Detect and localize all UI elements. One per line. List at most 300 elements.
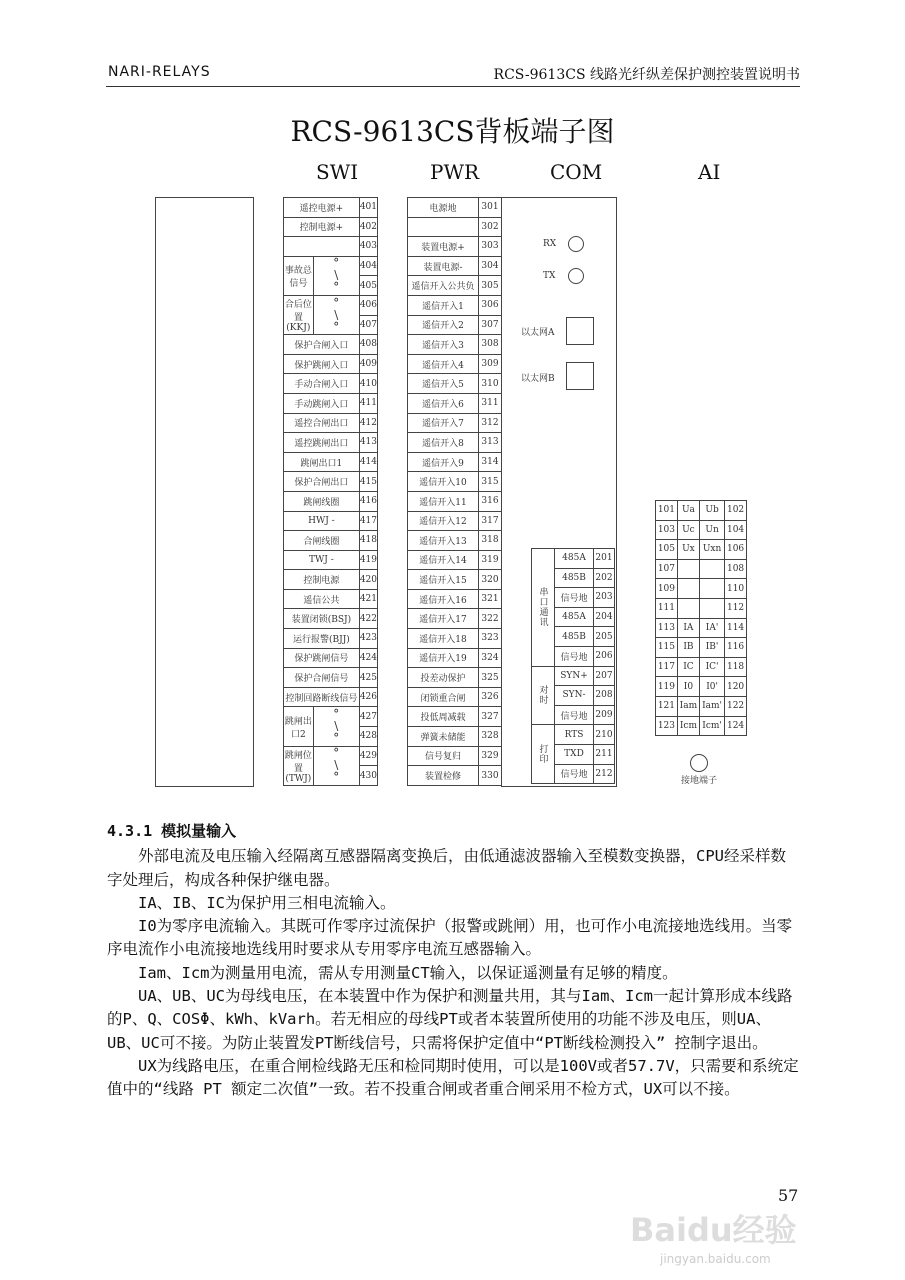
terminal-number: 329 — [479, 746, 502, 766]
table-row — [532, 666, 615, 686]
table-row — [284, 335, 378, 355]
terminal-number: 108 — [725, 559, 747, 579]
terminal-number: 105 — [656, 540, 678, 560]
ai-signal-label: IB — [677, 638, 699, 658]
terminal-number: 321 — [479, 589, 502, 609]
table-row — [656, 638, 747, 658]
terminal-number: 113 — [656, 618, 678, 638]
table-row — [408, 589, 502, 609]
table-row — [284, 609, 378, 629]
terminal-number: 418 — [359, 531, 377, 551]
terminal-number: 207 — [594, 666, 615, 686]
terminal-number: 412 — [359, 413, 377, 433]
terminal-label: 遥信开入17 — [408, 609, 479, 629]
com-serial-table — [531, 548, 615, 784]
switch-contact-icon: ° \ ° — [313, 295, 359, 334]
switch-contact-icon: ° \ ° — [313, 256, 359, 295]
com-signal-label: TXD — [555, 744, 594, 764]
terminal-label: 遥信开入公共负 — [408, 276, 479, 296]
com-signal-label: 信号地 — [555, 764, 594, 784]
terminal-label: 保护合闸入口 — [284, 335, 360, 355]
terminal-number: 109 — [656, 579, 678, 599]
terminal-label: 遥信公共 — [284, 589, 360, 609]
terminal-number: 420 — [359, 570, 377, 590]
watermark-logo: Baidu经验 — [630, 1211, 797, 1249]
terminal-number: 425 — [359, 668, 377, 688]
terminal-number: 118 — [725, 657, 747, 677]
table-row — [408, 570, 502, 590]
table-row — [408, 766, 502, 786]
terminal-number: 416 — [359, 491, 377, 511]
terminal-number: 210 — [594, 725, 615, 745]
table-row — [408, 276, 502, 296]
table-row — [284, 589, 378, 609]
table-row — [284, 511, 378, 531]
table-row — [408, 707, 502, 727]
terminal-number: 122 — [725, 696, 747, 716]
ai-signal-label: Ux — [677, 540, 699, 560]
ai-signal-label: Un — [700, 520, 725, 540]
ai-signal-label: Ua — [677, 501, 699, 521]
terminal-label: 控制电源 — [284, 570, 360, 590]
terminal-number: 414 — [359, 452, 377, 472]
ai-signal-label — [700, 598, 725, 618]
table-row — [284, 433, 378, 453]
table-row — [408, 687, 502, 707]
table-row — [284, 295, 378, 315]
com-signal-label: RTS — [555, 725, 594, 745]
table-row — [408, 217, 502, 237]
table-row — [532, 725, 615, 745]
com-signal-label: 485B — [555, 627, 594, 647]
terminal-label: 装置检修 — [408, 766, 479, 786]
ai-signal-label: I0' — [700, 677, 725, 697]
table-row — [408, 256, 502, 276]
table-row — [656, 657, 747, 677]
table-row — [408, 295, 502, 315]
terminal-label: 装置电源- — [408, 256, 479, 276]
terminal-group-label: 合后位置(KKJ) — [284, 295, 314, 334]
ai-signal-label: Ub — [700, 501, 725, 521]
paragraph: 外部电流及电压输入经隔离互感器隔离变换后，由低通滤波器输入至模数变换器，CPU经采样数字处理后，构成各种保护继电器。 — [107, 847, 786, 889]
terminal-number: 406 — [359, 295, 377, 315]
table-row — [408, 452, 502, 472]
terminal-number: 315 — [479, 472, 502, 492]
paragraph: IA、IB、IC为保护用三相电流输入。 — [138, 893, 396, 912]
terminal-group-label: 事故总信号 — [284, 256, 314, 295]
terminal-label: 遥信开入13 — [408, 531, 479, 551]
table-row — [284, 393, 378, 413]
ai-signal-label — [700, 559, 725, 579]
terminal-number: 327 — [479, 707, 502, 727]
ai-signal-label: IC — [677, 657, 699, 677]
paragraph: Iam、Icm为测量用电流，需从专用测量CT输入，以保证遥测量有足够的精度。 — [138, 963, 678, 982]
table-row — [284, 198, 378, 218]
ai-signal-label: IA' — [700, 618, 725, 638]
section-text — [107, 820, 801, 1102]
terminal-number: 313 — [479, 433, 502, 453]
table-row — [532, 549, 615, 569]
terminal-number: 209 — [594, 705, 615, 725]
table-row — [408, 727, 502, 747]
table-row — [284, 707, 378, 727]
table-row — [284, 629, 378, 649]
terminal-number: 104 — [725, 520, 747, 540]
terminal-number: 330 — [479, 766, 502, 786]
header-brand: NARI-RELAYS — [108, 64, 211, 80]
terminal-number: 305 — [479, 276, 502, 296]
ethernet-a-label: 以太网A — [521, 328, 555, 338]
com-signal-label: 信号地 — [555, 588, 594, 608]
terminal-number: 401 — [359, 198, 377, 218]
paragraph: UA、UB、UC为母线电压，在本装置中作为保护和测量共用，其与Iam、Icm一起计算形成本线路的P、Q、COSΦ、kWh、kVarh。若无相应的母线PT或者本装置所使用的功能不涉及电压，则UA、UB、UC可不接。为防止装置发PT断线信号，只需将保护定值中“PT断线检测投入” 控制字退出。 — [107, 987, 793, 1052]
terminal-number: 303 — [479, 237, 502, 257]
terminal-number: 120 — [725, 677, 747, 697]
table-row — [408, 746, 502, 766]
terminal-number: 312 — [479, 413, 502, 433]
terminal-number: 205 — [594, 627, 615, 647]
table-row — [656, 501, 747, 521]
table-row — [284, 354, 378, 374]
terminal-number: 307 — [479, 315, 502, 335]
ground-terminal-label: 接地端子 — [681, 776, 718, 786]
terminal-label: 遥信开入8 — [408, 433, 479, 453]
terminal-label: 遥控电源+ — [284, 198, 360, 218]
header-doc-title: RCS-9613CS 线路光纤纵差保护测控装置说明书 — [493, 67, 800, 83]
terminal-number: 318 — [479, 531, 502, 551]
table-row — [284, 648, 378, 668]
terminal-number: 324 — [479, 648, 502, 668]
column-heading-ai: AI — [698, 160, 721, 184]
tx-label: TX — [543, 271, 556, 281]
terminal-label: 手动合闸入口 — [284, 374, 360, 394]
table-row — [284, 472, 378, 492]
switch-contact-icon: ° \ ° — [313, 746, 359, 785]
table-row — [284, 237, 378, 257]
terminal-label: 保护合闸出口 — [284, 472, 360, 492]
terminal-number: 426 — [359, 687, 377, 707]
terminal-number: 103 — [656, 520, 678, 540]
table-row — [284, 452, 378, 472]
table-row — [284, 668, 378, 688]
ai-signal-label: Icm — [677, 716, 699, 736]
terminal-label: 控制回路断线信号 — [284, 687, 360, 707]
terminal-label: 弹簧未储能 — [408, 727, 479, 747]
ai-signal-label: Uc — [677, 520, 699, 540]
table-row — [408, 648, 502, 668]
terminal-number: 410 — [359, 374, 377, 394]
ground-terminal-icon — [690, 754, 708, 772]
terminal-label: 遥信开入2 — [408, 315, 479, 335]
table-row — [408, 354, 502, 374]
column-heading-pwr: PWR — [430, 160, 480, 184]
terminal-number: 411 — [359, 393, 377, 413]
terminal-number: 415 — [359, 472, 377, 492]
ai-signal-label: IB' — [700, 638, 725, 658]
terminal-number: 404 — [359, 256, 377, 276]
table-row — [284, 746, 378, 766]
terminal-number: 322 — [479, 609, 502, 629]
terminal-label: 保护跳闸信号 — [284, 648, 360, 668]
terminal-number: 304 — [479, 256, 502, 276]
terminal-label: 信号复归 — [408, 746, 479, 766]
table-row — [408, 393, 502, 413]
terminal-number: 405 — [359, 276, 377, 296]
terminal-number: 212 — [594, 764, 615, 784]
terminal-number: 408 — [359, 335, 377, 355]
ethernet-a-port-icon — [566, 317, 594, 345]
pwr-terminal-table — [407, 197, 502, 786]
terminal-number: 206 — [594, 646, 615, 666]
terminal-number: 417 — [359, 511, 377, 531]
table-row — [408, 629, 502, 649]
rx-port-icon — [568, 236, 584, 252]
terminal-number: 308 — [479, 335, 502, 355]
table-row — [656, 716, 747, 736]
table-row — [656, 540, 747, 560]
ai-signal-label: Uxn — [700, 540, 725, 560]
terminal-number: 310 — [479, 374, 502, 394]
com-group-label: 对时 — [532, 666, 555, 725]
terminal-label: 遥信开入15 — [408, 570, 479, 590]
terminal-label: 遥信开入18 — [408, 629, 479, 649]
table-row — [284, 413, 378, 433]
ai-terminal-table — [655, 500, 747, 736]
terminal-number: 119 — [656, 677, 678, 697]
table-row — [656, 618, 747, 638]
terminal-label: 运行报警(BJJ) — [284, 629, 360, 649]
terminal-number: 316 — [479, 491, 502, 511]
terminal-number: 201 — [594, 549, 615, 569]
com-signal-label: 485B — [555, 568, 594, 588]
diagram-title: RCS-9613CS背板端子图 — [290, 115, 615, 148]
table-row — [284, 570, 378, 590]
watermark-url: jingyan.baidu.com — [660, 1252, 771, 1266]
terminal-number: 430 — [359, 766, 377, 786]
terminal-label: 遥信开入7 — [408, 413, 479, 433]
table-row — [408, 491, 502, 511]
table-row — [408, 198, 502, 218]
table-row — [656, 520, 747, 540]
terminal-number: 121 — [656, 696, 678, 716]
table-row — [408, 511, 502, 531]
table-row — [284, 374, 378, 394]
table-row — [408, 550, 502, 570]
terminal-label: 遥控跳闸出口 — [284, 433, 360, 453]
ai-signal-label: IC' — [700, 657, 725, 677]
table-row — [656, 696, 747, 716]
terminal-label: 投低周减载 — [408, 707, 479, 727]
terminal-number: 111 — [656, 598, 678, 618]
paragraph: UX为线路电压，在重合闸检线路无压和检同期时使用，可以是100V或者57.7V，只需要和系统定值中的“线路 PT 额定二次值”一致。若不投重合闸或者重合闸采用不检方式，UX可以不接。 — [107, 1056, 799, 1099]
com-signal-label: 信号地 — [555, 705, 594, 725]
terminal-label: 遥控合闸出口 — [284, 413, 360, 433]
terminal-label — [408, 217, 479, 237]
terminal-number: 314 — [479, 452, 502, 472]
table-row — [284, 531, 378, 551]
terminal-label: 遥信开入12 — [408, 511, 479, 531]
table-row — [408, 335, 502, 355]
terminal-group-label: 跳闸位置(TWJ) — [284, 746, 314, 785]
terminal-number: 309 — [479, 354, 502, 374]
terminal-label: 遥信开入16 — [408, 589, 479, 609]
terminal-label: 遥信开入10 — [408, 472, 479, 492]
com-signal-label: SYN+ — [555, 666, 594, 686]
terminal-label: 保护跳闸入口 — [284, 354, 360, 374]
rx-label: RX — [543, 239, 557, 249]
terminal-label: 闭锁重合闸 — [408, 687, 479, 707]
terminal-number: 101 — [656, 501, 678, 521]
ethernet-b-label: 以太网B — [521, 374, 555, 384]
ethernet-b-port-icon — [566, 362, 594, 390]
terminal-number: 117 — [656, 657, 678, 677]
ai-signal-label: Iam' — [700, 696, 725, 716]
table-row — [408, 668, 502, 688]
terminal-number: 328 — [479, 727, 502, 747]
ai-signal-label — [677, 598, 699, 618]
terminal-label: 合闸线圈 — [284, 531, 360, 551]
ai-signal-label — [677, 579, 699, 599]
terminal-number: 422 — [359, 609, 377, 629]
paragraph: I0为零序电流输入。其既可作零序过流保护（报警或跳闸）用，也可作小电流接地选线用。当零序电流作小电流接地选线用时要求从专用零序电流互感器输入。 — [107, 917, 793, 959]
terminal-label: 遥信开入5 — [408, 374, 479, 394]
terminal-number: 427 — [359, 707, 377, 727]
table-row — [284, 550, 378, 570]
table-row — [408, 413, 502, 433]
table-row — [656, 559, 747, 579]
table-row — [408, 374, 502, 394]
table-row — [408, 609, 502, 629]
com-signal-label: 485A — [555, 607, 594, 627]
terminal-label: TWJ - — [284, 550, 360, 570]
terminal-number: 323 — [479, 629, 502, 649]
page-number: 57 — [778, 1186, 799, 1205]
ai-signal-label: Icm' — [700, 716, 725, 736]
com-signal-label: SYN- — [555, 686, 594, 706]
terminal-number: 419 — [359, 550, 377, 570]
com-signal-label: 信号地 — [555, 646, 594, 666]
terminal-label: 跳闸出口1 — [284, 452, 360, 472]
terminal-number: 317 — [479, 511, 502, 531]
terminal-label: 遥信开入6 — [408, 393, 479, 413]
ai-signal-label — [677, 559, 699, 579]
terminal-label: HWJ - — [284, 511, 360, 531]
terminal-label — [284, 237, 360, 257]
terminal-number: 208 — [594, 686, 615, 706]
terminal-label: 手动跳闸入口 — [284, 393, 360, 413]
terminal-number: 102 — [725, 501, 747, 521]
ai-signal-label — [700, 579, 725, 599]
terminal-number: 204 — [594, 607, 615, 627]
table-row — [284, 491, 378, 511]
table-row — [656, 677, 747, 697]
terminal-number: 110 — [725, 579, 747, 599]
ai-signal-label: Iam — [677, 696, 699, 716]
terminal-number: 402 — [359, 217, 377, 237]
ai-signal-label: IA — [677, 618, 699, 638]
terminal-label: 控制电源+ — [284, 217, 360, 237]
terminal-number: 320 — [479, 570, 502, 590]
terminal-number: 424 — [359, 648, 377, 668]
table-row — [408, 472, 502, 492]
terminal-number: 116 — [725, 638, 747, 658]
terminal-label: 电源地 — [408, 198, 479, 218]
terminal-label: 跳闸线圈 — [284, 491, 360, 511]
terminal-label: 遥信开入19 — [408, 648, 479, 668]
terminal-number: 123 — [656, 716, 678, 736]
terminal-number: 302 — [479, 217, 502, 237]
table-row — [408, 433, 502, 453]
column-heading-swi: SWI — [316, 160, 359, 184]
terminal-label: 保护合闸信号 — [284, 668, 360, 688]
terminal-number: 124 — [725, 716, 747, 736]
terminal-label: 装置电源+ — [408, 237, 479, 257]
com-group-label: 打印 — [532, 725, 555, 784]
com-signal-label: 485A — [555, 549, 594, 569]
terminal-number: 407 — [359, 315, 377, 335]
table-row — [284, 256, 378, 276]
terminal-number: 107 — [656, 559, 678, 579]
terminal-number: 325 — [479, 668, 502, 688]
table-row — [408, 531, 502, 551]
terminal-number: 423 — [359, 629, 377, 649]
terminal-number: 203 — [594, 588, 615, 608]
terminal-label: 遥信开入14 — [408, 550, 479, 570]
terminal-number: 306 — [479, 295, 502, 315]
table-row — [284, 217, 378, 237]
blank-module — [155, 197, 254, 787]
terminal-number: 301 — [479, 198, 502, 218]
table-row — [408, 237, 502, 257]
terminal-number: 409 — [359, 354, 377, 374]
com-group-label: 串口通讯 — [532, 549, 555, 667]
switch-contact-icon: ° \ ° — [313, 707, 359, 746]
terminal-group-label: 跳闸出口2 — [284, 707, 314, 746]
swi-terminal-table — [283, 197, 378, 786]
tx-port-icon — [568, 268, 584, 284]
terminal-label: 投差动保护 — [408, 668, 479, 688]
terminal-number: 421 — [359, 589, 377, 609]
terminal-label: 装置闭锁(BSJ) — [284, 609, 360, 629]
terminal-label: 遥信开入11 — [408, 491, 479, 511]
terminal-number: 413 — [359, 433, 377, 453]
table-row — [656, 598, 747, 618]
terminal-number: 202 — [594, 568, 615, 588]
table-row — [656, 579, 747, 599]
terminal-number: 429 — [359, 746, 377, 766]
column-heading-com: COM — [550, 160, 603, 184]
terminal-number: 326 — [479, 687, 502, 707]
terminal-number: 211 — [594, 744, 615, 764]
terminal-number: 403 — [359, 237, 377, 257]
terminal-number: 106 — [725, 540, 747, 560]
terminal-label: 遥信开入1 — [408, 295, 479, 315]
terminal-label: 遥信开入4 — [408, 354, 479, 374]
terminal-number: 114 — [725, 618, 747, 638]
terminal-label: 遥信开入3 — [408, 335, 479, 355]
header-divider — [106, 86, 800, 87]
table-row — [408, 315, 502, 335]
section-heading: 4.3.1 模拟量输入 — [107, 822, 237, 840]
terminal-number: 428 — [359, 727, 377, 747]
terminal-label: 遥信开入9 — [408, 452, 479, 472]
table-row — [284, 687, 378, 707]
terminal-number: 115 — [656, 638, 678, 658]
terminal-number: 112 — [725, 598, 747, 618]
terminal-number: 319 — [479, 550, 502, 570]
ai-signal-label: I0 — [677, 677, 699, 697]
terminal-number: 311 — [479, 393, 502, 413]
